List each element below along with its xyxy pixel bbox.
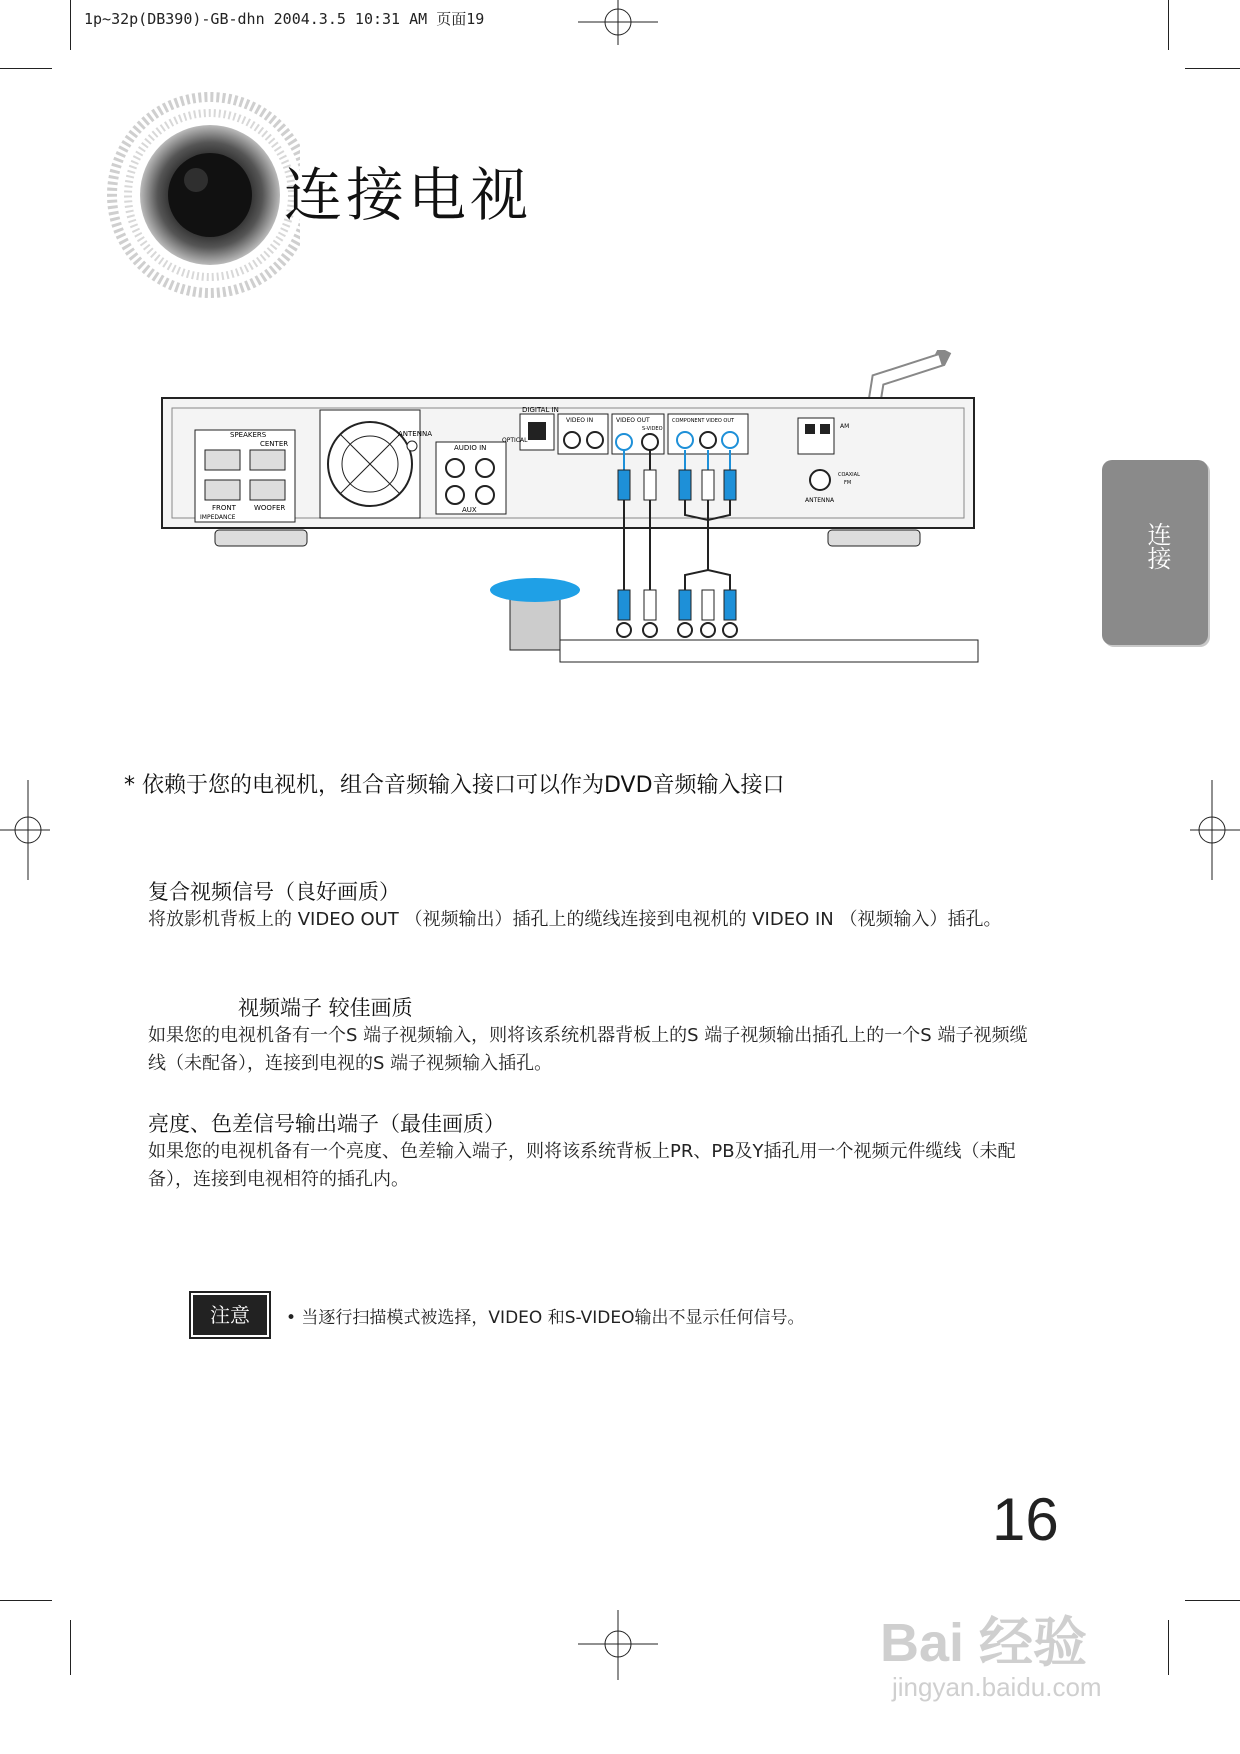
fm-jack [810,470,830,490]
section-body-component: 如果您的电视机备有一个亮度、色差输入端子，则将该系统背板上PR、PB及Y插孔用一个视频元件缆线（未配备），连接到电视相符的插孔内。 [148,1141,1016,1190]
label-antenna2: ANTENNA [805,497,835,504]
section-heading-composite: 复合视频信号（良好画质） [148,880,400,904]
watermark-url: jingyan.baidu.com [892,1672,1102,1702]
crop-mark [70,0,71,50]
section-heading-component: 亮度、色差信号输出端子（最佳画质） [148,1112,505,1136]
page-title: 连接电视 [284,161,533,229]
watermark-brand: Bai 经验 [880,1613,1088,1673]
receiver-foot [828,530,920,546]
audio-in-block [436,442,506,514]
crop-mark [0,1600,52,1601]
registration-mark-top [568,0,668,50]
label-component-video-out: COMPONENT VIDEO OUT [672,418,735,424]
label-am: AM [840,423,850,430]
registration-mark-left [0,780,50,880]
section-body-composite: 将放影机背板上的 VIDEO OUT （视频输出）插孔上的缆线连接到电视机的 VIDEO IN （视频输入）插孔。 [148,909,1002,930]
label-optical: OPTICAL [502,437,528,444]
label-video-out: VIDEO OUT [616,417,650,424]
label-digital-in: DIGITAL IN [522,406,559,414]
section-body-s-video: 如果您的电视机备有一个S 端子视频输入，则将该系统机器背板上的S 端子视频输出插孔上的一个S 端子视频缆线（未配备），连接到电视的S 端子视频输入插孔。 [148,1025,1028,1074]
label-antenna: ANTENNA [398,430,432,438]
crop-mark [1168,0,1169,50]
label-fm: FM [844,480,852,486]
am-fm-block [798,418,834,454]
label-s-video: S-VIDEO [642,426,663,432]
component-jack-pb [700,432,716,448]
page-number: 16 [992,1486,1059,1553]
caution-label: 注意 [193,1295,267,1335]
file-header: 1p~32p(DB390)-GB-dhn 2004.3.5 10:31 AM 页面19 [84,10,485,28]
component-jack-pr [677,432,693,448]
label-aux: AUX [462,506,477,514]
receiver-foot [215,530,307,546]
section-tab-label: 连接 [1143,522,1171,570]
connection-diagram [150,350,990,720]
label-woofer: WOOFER [254,504,286,512]
crop-mark [0,68,52,69]
component-cable [679,450,736,620]
s-video-out-jack [642,434,658,450]
crop-mark [70,1620,71,1675]
label-coaxial: COAXIAL [838,472,860,478]
label-speakers: SPEAKERS [230,431,267,439]
crop-mark [1185,68,1240,69]
s-video-cable [644,450,656,620]
label-video-in: VIDEO IN [566,417,594,424]
label-front: FRONT [212,504,236,512]
crop-mark [1185,1600,1240,1601]
note-text: * 依赖于您的电视机，组合音频输入接口可以作为DVD音频输入接口 [124,773,785,798]
video-out-jack [616,434,632,450]
composite-cable [618,450,630,620]
crop-mark [1168,1620,1169,1675]
section-tab [1102,460,1208,645]
component-jack-y [722,432,738,448]
registration-mark-right [1190,780,1240,880]
speaker-graphic [100,80,300,310]
label-center: CENTER [260,440,289,448]
registration-mark-bottom [568,1610,668,1680]
label-impedance: IMPEDANCE [200,514,236,521]
caution-text: • 当逐行扫描模式被选择，VIDEO 和S-VIDEO输出不显示任何信号。 [286,1308,805,1328]
label-audio-in: AUDIO IN [454,444,487,452]
section-heading-s-video: 视频端子 较佳画质 [238,996,413,1020]
